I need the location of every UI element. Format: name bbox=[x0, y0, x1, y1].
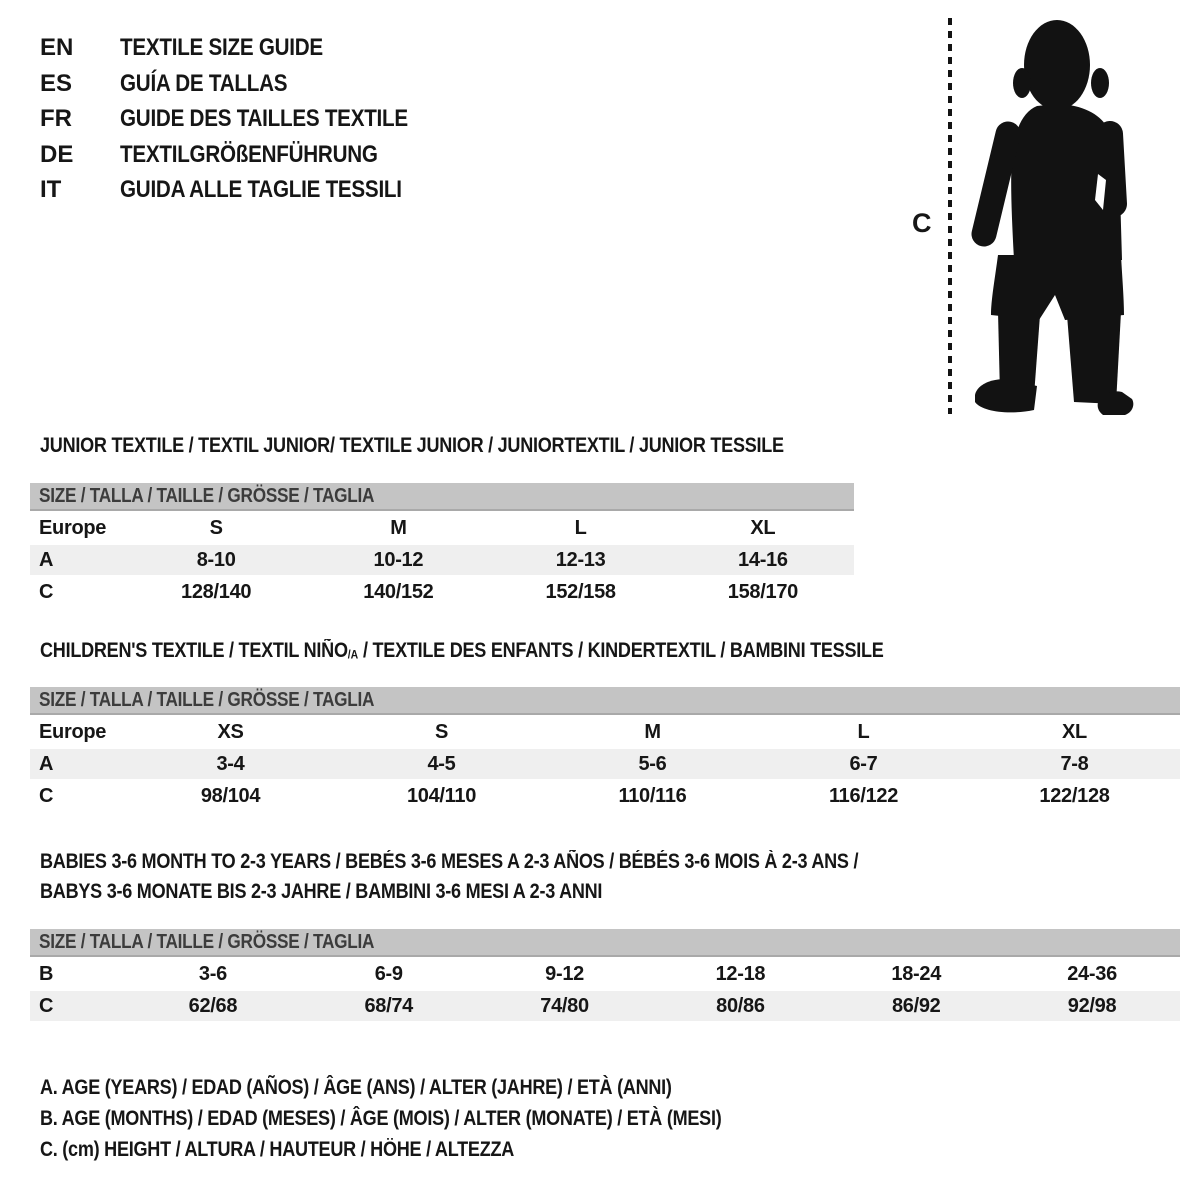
size-cell: S bbox=[434, 721, 449, 743]
size-cell: XS bbox=[217, 721, 244, 743]
babies-size-table bbox=[30, 929, 1180, 1021]
language-row-en bbox=[40, 30, 455, 66]
baby-silhouette-icon bbox=[962, 12, 1147, 417]
table-row-europe bbox=[30, 513, 854, 543]
table-row-age-years bbox=[30, 749, 1180, 779]
size-cell: XL bbox=[1062, 721, 1087, 743]
junior-section-heading: JUNIOR TEXTILE / TEXTIL JUNIOR/ TEXTILE JUNIOR / JUNIORTEXTIL / JUNIOR TESSILE bbox=[40, 434, 784, 457]
age-cell: 10-12 bbox=[373, 549, 424, 571]
babies-section-heading-line2: BABYS 3-6 MONATE BIS 2-3 JAHRE / BAMBINI 3-6 MESI A 2-3 ANNI bbox=[40, 880, 603, 903]
row-label: A bbox=[39, 753, 54, 775]
table-row-height bbox=[30, 781, 1180, 811]
height-cell: 122/128 bbox=[1039, 785, 1110, 807]
size-cell: L bbox=[857, 721, 870, 743]
children-size-table bbox=[30, 687, 1180, 811]
height-cell: 92/98 bbox=[1067, 995, 1117, 1017]
age-cell: 5-6 bbox=[638, 753, 667, 775]
height-dashed-line bbox=[948, 18, 952, 414]
size-header-label: SIZE / TALLA / TAILLE / GRÖSSE / TAGLIA bbox=[39, 689, 375, 711]
row-label: C bbox=[39, 581, 54, 603]
height-cell: 86/92 bbox=[891, 995, 941, 1017]
age-cell: 4-5 bbox=[427, 753, 456, 775]
size-cell: L bbox=[574, 517, 587, 539]
age-cell: 18-24 bbox=[891, 963, 942, 985]
language-title: TEXTILE SIZE GUIDE bbox=[120, 34, 323, 61]
row-label: Europe bbox=[39, 721, 107, 743]
height-cell: 62/68 bbox=[188, 995, 238, 1017]
age-cell: 9-12 bbox=[545, 963, 584, 985]
language-title: TEXTILGRÖßENFÜHRUNG bbox=[120, 140, 378, 168]
size-header-bar bbox=[30, 483, 854, 511]
size-cell: XL bbox=[750, 517, 776, 539]
language-code: FR bbox=[40, 105, 72, 132]
height-cell: 110/116 bbox=[618, 785, 687, 807]
height-cell: 80/86 bbox=[716, 995, 765, 1017]
height-cell: 116/122 bbox=[828, 785, 899, 807]
row-label: B bbox=[39, 963, 54, 985]
size-cell: M bbox=[644, 721, 661, 743]
height-cell: 128/140 bbox=[181, 581, 252, 603]
height-cell: 158/170 bbox=[727, 581, 798, 603]
height-cell: 74/80 bbox=[540, 995, 589, 1017]
size-header-label: SIZE / TALLA / TAILLE / GRÖSSE / TAGLIA bbox=[39, 485, 375, 507]
row-label: C bbox=[39, 785, 54, 807]
language-row-it bbox=[40, 172, 455, 208]
table-row-age-months bbox=[30, 959, 1180, 989]
age-cell: 24-36 bbox=[1067, 963, 1117, 985]
size-header-label: SIZE / TALLA / TAILLE / GRÖSSE / TAGLIA bbox=[39, 931, 375, 953]
age-cell: 14-16 bbox=[738, 549, 788, 571]
table-row-age-years bbox=[30, 545, 854, 575]
children-section-heading: CHILDREN'S TEXTILE / TEXTIL NIÑO/A / TEXTILE DES ENFANTS / KINDERTEXTIL / BAMBINI TESSILE bbox=[40, 639, 884, 662]
age-cell: 3-4 bbox=[216, 753, 245, 775]
language-row-de bbox=[40, 137, 455, 173]
language-code: ES bbox=[40, 69, 73, 97]
language-title: GUÍA DE TALLAS bbox=[120, 69, 288, 97]
age-cell: 8-10 bbox=[196, 549, 236, 571]
legend-line-a: A. AGE (YEARS) / EDAD (AÑOS) / ÂGE (ANS) / ALTER (JAHRE) / ETÀ (ANNI) bbox=[40, 1076, 672, 1099]
row-label: A bbox=[39, 549, 54, 571]
language-code: DE bbox=[40, 140, 74, 168]
heading-subscript: /A bbox=[347, 647, 359, 662]
table-row-europe bbox=[30, 717, 1180, 747]
age-cell: 6-9 bbox=[374, 963, 403, 985]
language-row-es bbox=[40, 66, 455, 102]
height-cell: 104/110 bbox=[406, 785, 477, 807]
size-cell: S bbox=[209, 517, 223, 539]
row-label: Europe bbox=[39, 517, 107, 539]
height-measure-label: C bbox=[912, 208, 932, 238]
measurement-legend bbox=[40, 1072, 832, 1165]
age-cell: 6-7 bbox=[849, 753, 878, 775]
age-cell: 7-8 bbox=[1060, 753, 1089, 775]
legend-line-b: B. AGE (MONTHS) / EDAD (MESES) / ÂGE (MOIS) / ALTER (MONATE) / ETÀ (MESI) bbox=[40, 1107, 722, 1130]
language-row-fr bbox=[40, 101, 455, 137]
height-cell: 68/74 bbox=[364, 995, 414, 1017]
junior-size-table bbox=[30, 483, 854, 607]
language-code: IT bbox=[40, 176, 62, 203]
height-cell: 152/158 bbox=[545, 581, 616, 603]
age-cell: 12-13 bbox=[555, 549, 606, 571]
babies-section-heading-line1: BABIES 3-6 MONTH TO 2-3 YEARS / BEBÉS 3-6 MESES A 2-3 AÑOS / BÉBÉS 3-6 MOIS À 2-3 ANS / bbox=[40, 850, 859, 873]
table-row-height bbox=[30, 577, 854, 607]
age-cell: 12-18 bbox=[715, 963, 766, 985]
row-label: C bbox=[39, 995, 54, 1017]
size-header-bar bbox=[30, 687, 1180, 715]
age-cell: 3-6 bbox=[198, 963, 227, 985]
height-cell: 140/152 bbox=[363, 581, 434, 603]
table-row-height bbox=[30, 991, 1180, 1021]
size-header-bar bbox=[30, 929, 1180, 957]
language-title: GUIDA ALLE TAGLIE TESSILI bbox=[120, 176, 402, 203]
language-title: GUIDE DES TAILLES TEXTILE bbox=[120, 105, 408, 132]
size-cell: M bbox=[390, 517, 407, 539]
height-cell: 98/104 bbox=[200, 785, 261, 807]
legend-line-c: C. (cm) HEIGHT / ALTURA / HAUTEUR / HÖHE / ALTEZZA bbox=[40, 1138, 515, 1161]
language-code: EN bbox=[40, 34, 74, 61]
language-title-list bbox=[40, 30, 455, 208]
